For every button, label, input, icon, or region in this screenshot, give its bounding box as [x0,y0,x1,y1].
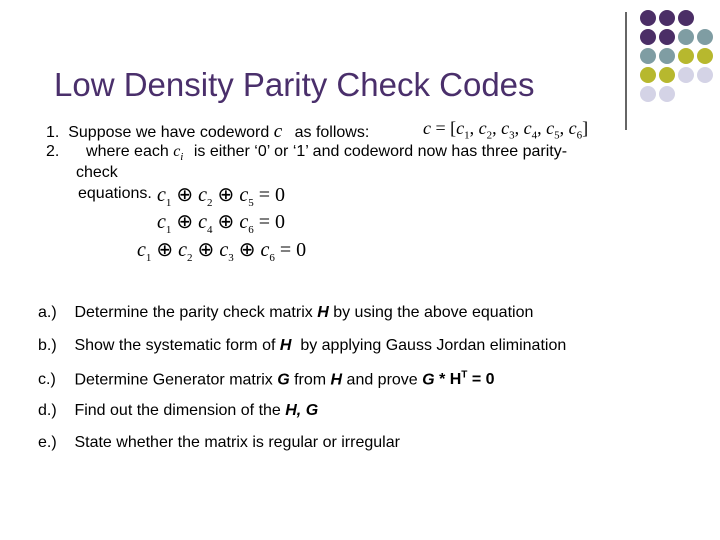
decorative-dot [659,10,675,26]
question-text: Find out the dimension of the H, G [74,402,319,419]
parity-equation-3: $c_1$ ⊕ $c_2$ ⊕ $c_3$ ⊕ $c_6 = 0$ [137,239,307,264]
decorative-dot [640,10,656,26]
list-text-1: Suppose we have codeword [68,124,270,141]
decorative-dot [678,67,694,83]
list-text-2: where each [86,143,169,160]
list-number-2: 2. [46,143,60,160]
decorative-dot [640,48,656,64]
decorative-dot [640,67,656,83]
question-text: Determine Generator matrix G from H and prove $G * H^T = 0$ [74,370,495,389]
decorative-dot [678,48,694,64]
question-label: a.) [38,304,57,321]
decorative-dot [659,29,675,45]
question-label: e.) [38,434,57,451]
list-text-2-after: is either ‘0’ or ‘1’ and codeword now has three parity- [193,143,568,160]
question-text: State whether the matrix is regular or irregular [74,434,400,451]
list-number-1: 1. [46,124,60,141]
question-label: c.) [38,371,56,389]
ci-symbol: $c_i$ [173,143,184,164]
list-text-2-line2: check [76,164,118,181]
question-text: Determine the parity check matrix H by using the above equation [74,304,534,321]
question-b [38,337,566,355]
parity-equation-2: $c_1$ ⊕ $c_4$ ⊕ $c_6 = 0$ [157,211,285,236]
list-text-2-line3: equations. [78,185,152,202]
question-label: b.) [38,337,57,354]
question-text: Show the systematic form of H by applying Gauss Jordan elimination [74,337,567,354]
question-e [38,434,400,452]
decorative-dot [659,48,675,64]
decorative-dot [697,67,713,83]
decorative-dot [640,86,656,102]
question-c [38,370,495,389]
list-item-1 [46,121,369,143]
slide-title: Low Density Parity Check Codes [54,66,535,103]
codeword-equation: $c = [c_1$, $c_2$, $c_3$, $c_4$, $c_5$, $c_6$] [423,118,589,142]
decorative-dot [678,10,694,26]
decorative-dot [697,48,713,64]
codeword-symbol: c [273,121,283,142]
decorative-dot [659,86,675,102]
parity-equation-1: $c_1$ ⊕ $c_2$ ⊕ $c_5 = 0$ [157,184,285,209]
list-text-1-after: as follows: [294,124,370,141]
decorative-dot [640,29,656,45]
list-item-2 [46,143,567,163]
decorative-dot [659,67,675,83]
question-label: d.) [38,402,57,419]
decorative-dot [678,29,694,45]
question-d [38,402,318,420]
decorative-dot [697,29,713,45]
question-a [38,304,533,322]
divider-line [625,12,627,130]
